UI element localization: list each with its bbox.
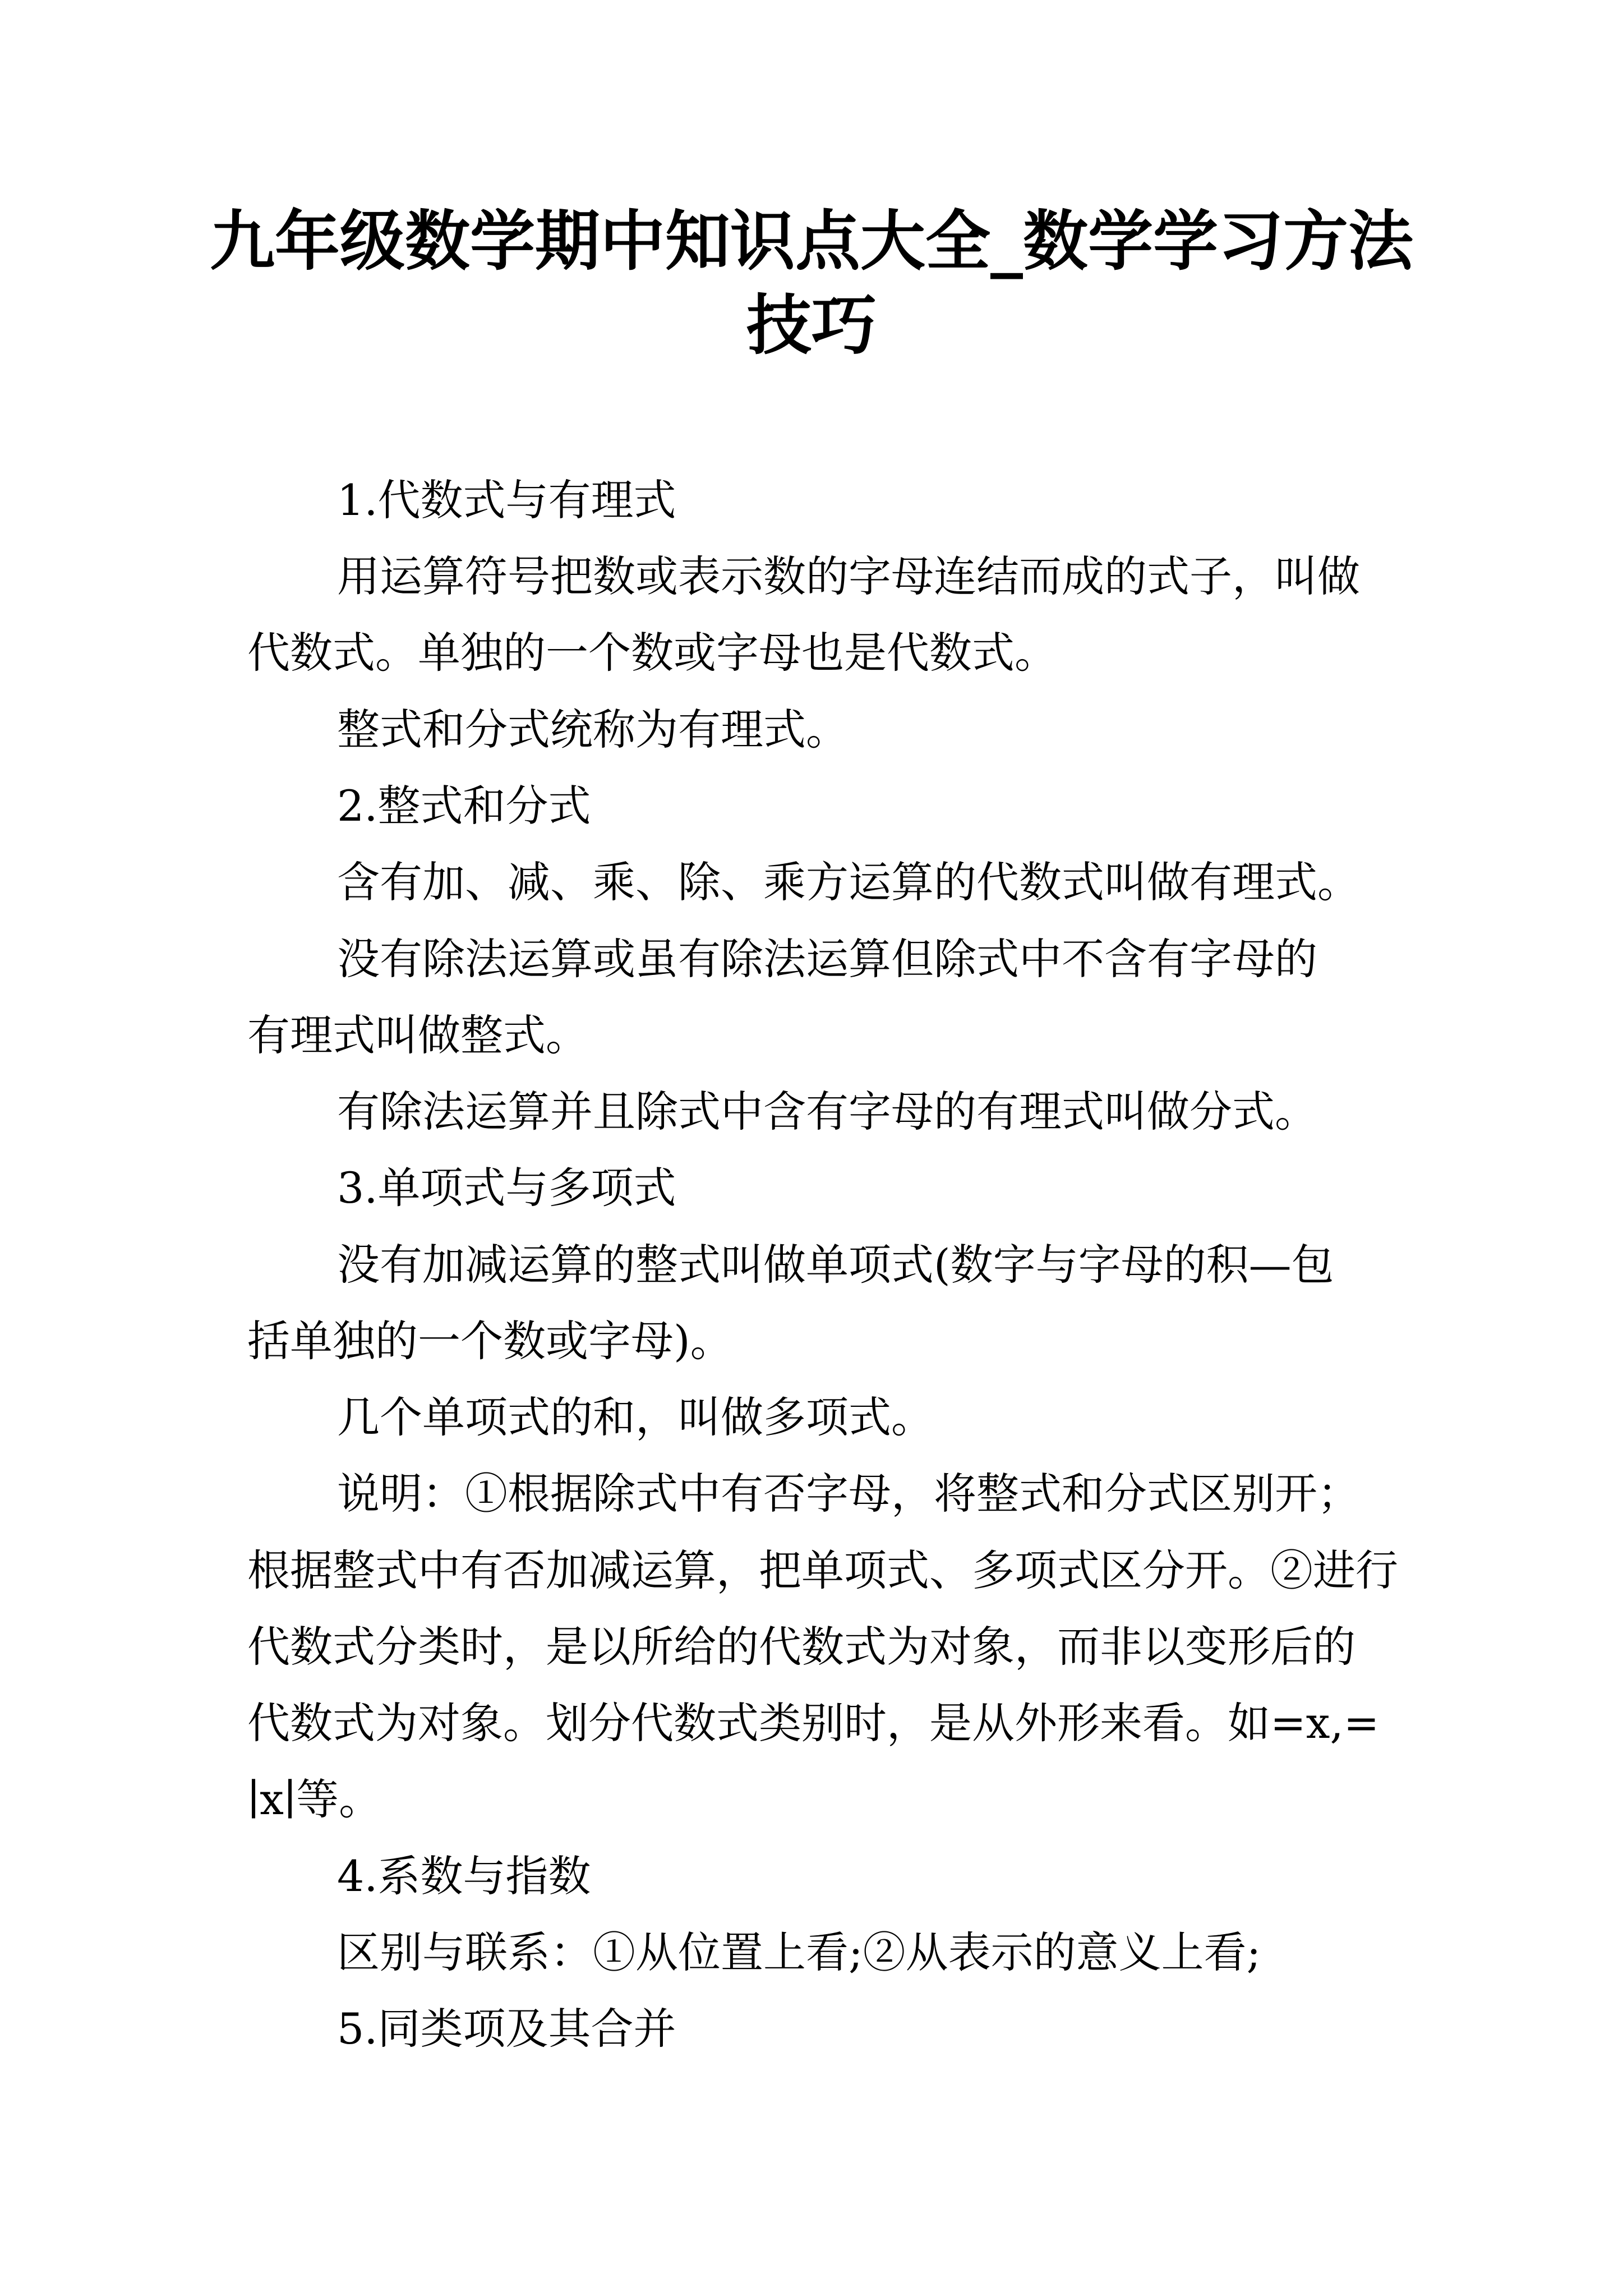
section-2-paragraph-2-line-2: 有理式叫做整式。 [247,1010,588,1060]
section-3-paragraph-1-line-2: 括单独的一个数或字母)。 [247,1316,733,1366]
document-title-line-2: 技巧 [746,287,877,364]
section-2-paragraph-2-line-1: 没有除法运算或虽有除法运算但除式中不含有字母的 [337,934,1317,984]
section-1-paragraph-1-line-1: 用运算符号把数或表示数的字母连结而成的式子，叫做 [337,551,1360,601]
section-3-paragraph-3-line-5: ∣x∣等。 [247,1774,382,1824]
section-1-paragraph-2: 整式和分式统称为有理式。 [337,705,849,754]
section-3-paragraph-3-line-2: 根据整式中有否加减运算，把单项式、多项式区分开。②进行 [247,1545,1398,1595]
section-3-paragraph-3-line-4: 代数式为对象。划分代数式类别时，是从外形来看。如=x,= [247,1698,1380,1748]
section-3-paragraph-2: 几个单项式的和，叫做多项式。 [337,1392,934,1442]
section-3-paragraph-3-line-3: 代数式分类时，是以所给的代数式为对象，而非以变形后的 [247,1622,1355,1672]
document-title-line-1: 九年级数学期中知识点大全_数学学习方法 [210,203,1413,279]
section-4-heading: 4.系数与指数 [337,1851,591,1901]
section-3-paragraph-1-line-1: 没有加减运算的整式叫做单项式(数字与字母的积—包 [337,1240,1334,1290]
section-2-heading: 2.整式和分式 [337,781,591,831]
section-5-heading: 5.同类项及其合并 [337,2004,676,2054]
section-4-paragraph-1: 区别与联系：①从位置上看;②从表示的意义上看; [337,1927,1261,1977]
section-3-paragraph-3-line-1: 说明：①根据除式中有否字母，将整式和分式区别开； [337,1469,1360,1519]
section-1-paragraph-1-line-2: 代数式。单独的一个数或字母也是代数式。 [247,628,1057,678]
section-3-heading: 3.单项式与多项式 [337,1163,676,1213]
section-2-paragraph-3: 有除法运算并且除式中含有字母的有理式叫做分式。 [337,1087,1317,1137]
section-2-paragraph-1: 含有加、减、乘、除、乘方运算的代数式叫做有理式。 [337,857,1360,907]
section-1-heading: 1.代数式与有理式 [337,475,676,525]
